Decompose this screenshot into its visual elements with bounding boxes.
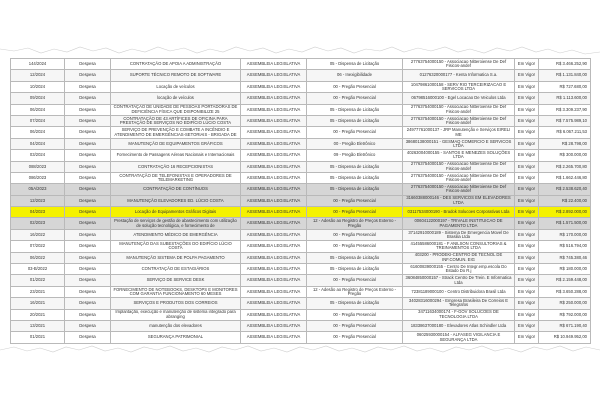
modality-cell: 00 - Pregão Presencial <box>307 309 403 320</box>
contracts-table-sheet <box>10 58 590 344</box>
status-cell: Em Vigor <box>515 264 539 275</box>
status-cell: Em Vigor <box>515 150 539 161</box>
table-row <box>11 150 591 161</box>
agency-cell: ASSEMBLEIA LEGISLATIVA <box>241 59 307 70</box>
agency-cell: ASSEMBLEIA LEGISLATIVA <box>241 264 307 275</box>
modality-cell: 05 - Dispensa de Licitação <box>307 264 403 275</box>
supplier-cell: 18338637000180 - Elevadores Atlas Schindler Ltda <box>403 320 515 331</box>
table-row <box>11 309 591 320</box>
contract-number-cell: 12/2024 <box>11 70 65 81</box>
type-cell: Despesa <box>65 150 111 161</box>
contract-number-cell: 04/2023 <box>11 207 65 218</box>
supplier-cell: 27763754000150 - Associacao Nitteroiense De Def Fisicos-andef <box>403 172 515 183</box>
status-cell: Em Vigor <box>515 241 539 252</box>
modality-cell: 05 - Dispensa de Licitação <box>307 59 403 70</box>
value-cell: R$ 250.000,00 <box>539 298 591 309</box>
modality-cell: 00 - Pregão Presencial <box>307 127 403 138</box>
table-row <box>11 275 591 286</box>
object-cell: Locação de Equipamentos Gráficos Digitais <box>111 207 241 218</box>
value-cell: R$ 28.798,00 <box>539 138 591 149</box>
supplier-cell: 38680138000151 - GESMAQ COMERCIO E SERVICOS LTDA <box>403 138 515 149</box>
table-row <box>11 218 591 229</box>
modality-cell: 12 - Adesão ao Registro de Preços Externo - Pregão <box>307 286 403 297</box>
value-cell: R$ 745.380,46 <box>539 252 591 263</box>
modality-cell: 00 - Pregão Presencial <box>307 275 403 286</box>
contract-number-cell: 07/2022 <box>11 241 65 252</box>
value-cell: R$ 7.575.989,10 <box>539 115 591 126</box>
modality-cell: 00 - Pregão Presencial <box>307 195 403 206</box>
table-row <box>11 207 591 218</box>
table-row <box>11 70 591 81</box>
object-cell: Fornecimento de Passagens Aéreas Nacionais e Internacionais <box>111 150 241 161</box>
contract-number-cell: 13/2021 <box>11 320 65 331</box>
object-cell: CONTRATAÇÃO DE 43 ARTÍFICES DE OFICINA PARA PRESTAÇÃO DE SERVIÇOS NO EDIFÍCIO LÚCIO COSTA <box>111 115 241 126</box>
value-cell: R$ 3.650.288,00 <box>539 286 591 297</box>
status-cell: Em Vigor <box>515 252 539 263</box>
value-cell: R$ 727.680,00 <box>539 81 591 92</box>
agency-cell: ASSEMBLEIA LEGISLATIVA <box>241 229 307 240</box>
type-cell: Despesa <box>65 104 111 115</box>
type-cell: Despesa <box>65 264 111 275</box>
supplier-cell: 03117534000190 - Bradok Solucoes Corporativas Ltda <box>403 207 515 218</box>
status-cell: Em Vigor <box>515 104 539 115</box>
table-row <box>11 81 591 92</box>
supplier-cell: 34028316000294 - Empresa Brasileira De Correios E Telegrafos <box>403 298 515 309</box>
status-cell: Em Vigor <box>515 184 539 195</box>
type-cell: Despesa <box>65 252 111 263</box>
object-cell: SUPORTE TÉCNICO REMOTO DE SOFTWARE <box>111 70 241 81</box>
agency-cell: ASSEMBLEIA LEGISLATIVA <box>241 172 307 183</box>
type-cell: Despesa <box>65 241 111 252</box>
modality-cell: 00 - Pregão Presencial <box>307 320 403 331</box>
contract-number-cell: 16/2021 <box>11 298 65 309</box>
object-cell: CONTRATAÇÃO DE TELEFONISTAS E OPERADORES DE TELEMARKETING <box>111 172 241 183</box>
value-cell: R$ 6.067.211,53 <box>539 127 591 138</box>
table-row <box>11 298 591 309</box>
type-cell: Despesa <box>65 127 111 138</box>
supplier-cell: 01276320000177 - Kenta Informatica S.a. <box>403 70 515 81</box>
value-cell: R$ 1.662.446,80 <box>539 172 591 183</box>
value-cell: R$ 2.538.620,40 <box>539 184 591 195</box>
supplier-cell: 41455586000181 - F ANILSON CONSULTORIAS & TREINAMENTOS LTDA <box>403 241 515 252</box>
status-cell: Em Vigor <box>515 332 539 343</box>
contract-number-cell: 03-B/2022 <box>11 264 65 275</box>
type-cell: Despesa <box>65 207 111 218</box>
type-cell: Despesa <box>65 286 111 297</box>
contract-number-cell: 09/2024 <box>11 93 65 104</box>
contract-number-cell: 144/2024 <box>11 59 65 70</box>
contract-number-cell: 088/2023 <box>11 161 65 172</box>
agency-cell: ASSEMBLEIA LEGISLATIVA <box>241 195 307 206</box>
status-cell: Em Vigor <box>515 70 539 81</box>
contract-number-cell: 12/2023 <box>11 195 65 206</box>
table-row <box>11 184 591 195</box>
value-cell: R$ 10.949.952,00 <box>539 332 591 343</box>
agency-cell: ASSEMBLEIA LEGISLATIVA <box>241 275 307 286</box>
type-cell: Despesa <box>65 218 111 229</box>
torn-paper-bottom-edge <box>0 342 600 400</box>
value-cell: R$ 2.265.700,80 <box>539 161 591 172</box>
supplier-cell: 27763754000150 - Associacao Nitteroiense De Def Fisicos-andef <box>403 161 515 172</box>
object-cell: MANUTENÇÃO DAS SUBESTAÇÕES DO EDIFÍCIO LÚCIO COSTA <box>111 241 241 252</box>
value-cell: R$ 792.000,00 <box>539 309 591 320</box>
modality-cell: 06 - Inexigibilidade <box>307 70 403 81</box>
modality-cell: 00 - Pregão Presencial <box>307 81 403 92</box>
status-cell: Em Vigor <box>515 218 539 229</box>
modality-cell: 05 - Dispensa de Licitação <box>307 172 403 183</box>
contract-number-cell: 23/2021 <box>11 286 65 297</box>
status-cell: Em Vigor <box>515 93 539 104</box>
status-cell: Em Vigor <box>515 309 539 320</box>
value-cell: R$ 3.466.252,90 <box>539 59 591 70</box>
type-cell: Despesa <box>65 81 111 92</box>
supplier-cell: 403200 - PRODEKI-CENTRO DE TECNOL DE INF.COMUN. EIG <box>403 252 515 263</box>
type-cell: Despesa <box>65 320 111 331</box>
agency-cell: ASSEMBLEIA LEGISLATIVA <box>241 286 307 297</box>
modality-cell: 00 - Pregão Presencial <box>307 241 403 252</box>
agency-cell: ASSEMBLEIA LEGISLATIVA <box>241 127 307 138</box>
contract-number-cell: 01/2022 <box>11 275 65 286</box>
value-cell: R$ 300.000,00 <box>539 150 591 161</box>
contracts-table <box>10 58 591 344</box>
agency-cell: ASSEMBLEIA LEGISLATIVA <box>241 241 307 252</box>
value-cell: R$ 3.309.237,90 <box>539 104 591 115</box>
table-row <box>11 195 591 206</box>
table-row <box>11 286 591 297</box>
type-cell: Despesa <box>65 93 111 104</box>
value-cell: R$ 1.113.600,00 <box>539 93 591 104</box>
table-row <box>11 172 591 183</box>
status-cell: Em Vigor <box>515 229 539 240</box>
table-row <box>11 127 591 138</box>
type-cell: Despesa <box>65 332 111 343</box>
table-row <box>11 241 591 252</box>
agency-cell: ASSEMBLEIA LEGISLATIVA <box>241 81 307 92</box>
value-cell: R$ 671.190,40 <box>539 320 591 331</box>
table-row <box>11 104 591 115</box>
object-cell: Implantação, execução e manutenção de sistema integrado para abranging <box>111 309 241 320</box>
status-cell: Em Vigor <box>515 127 539 138</box>
status-cell: Em Vigor <box>515 320 539 331</box>
modality-cell: 12 - Adesão ao Registro de Preços Externo - Pregão <box>307 218 403 229</box>
value-cell: R$ 1.571.500,00 <box>539 218 591 229</box>
agency-cell: ASSEMBLEIA LEGISLATIVA <box>241 115 307 126</box>
table-row <box>11 320 591 331</box>
type-cell: Despesa <box>65 70 111 81</box>
modality-cell: 05 - Dispensa de Licitação <box>307 115 403 126</box>
type-cell: Despesa <box>65 115 111 126</box>
status-cell: Em Vigor <box>515 138 539 149</box>
contract-number-cell: 01/2021 <box>11 332 65 343</box>
object-cell: MANUTENÇÃO DE EQUIPAMENTOS GRÁFICOS <box>111 138 241 149</box>
modality-cell: 05 - Dispensa de Licitação <box>307 252 403 263</box>
contract-number-cell: 05A/2023 <box>11 184 65 195</box>
value-cell: R$ 180.000,00 <box>539 264 591 275</box>
modality-cell: 00 - Pregão Eletrônico <box>307 138 403 149</box>
object-cell: CONTRATAÇÃO DE ESTAGIÁRIOS <box>111 264 241 275</box>
contract-number-cell: 10/2024 <box>11 81 65 92</box>
agency-cell: ASSEMBLEIA LEGISLATIVA <box>241 184 307 195</box>
modality-cell: 05 - Dispensa de Licitação <box>307 104 403 115</box>
object-cell: manutenção dos elevadores <box>111 320 241 331</box>
agency-cell: ASSEMBLEIA LEGISLATIVA <box>241 70 307 81</box>
type-cell: Despesa <box>65 275 111 286</box>
table-row <box>11 161 591 172</box>
agency-cell: ASSEMBLEIA LEGISLATIVA <box>241 320 307 331</box>
object-cell: MANUTENÇÃO ELEVADORES ED. LÚCIO COSTA <box>111 195 241 206</box>
modality-cell: 09 - Pregão Eletrônico <box>307 150 403 161</box>
table-row <box>11 229 591 240</box>
value-cell: R$ 1.131.840,00 <box>539 70 591 81</box>
table-row <box>11 138 591 149</box>
supplier-cell: 27763754000150 - Associacao Nitteroiense De Def Fisicos-andef <box>403 115 515 126</box>
torn-paper-top-edge <box>0 0 600 58</box>
status-cell: Em Vigor <box>515 286 539 297</box>
table-row <box>11 59 591 70</box>
type-cell: Despesa <box>65 298 111 309</box>
object-cell: SERVIÇO DE PREVENÇÃO E COMBATE A INCÊNDIO E ATENDIMENTO DE EMERGÊNCIAS-SETORIAIS - BRIGADA DE <box>111 127 241 138</box>
supplier-cell: 31660388000146 - DES SERVICOS EM ELEVADORES LTDA <box>403 195 515 206</box>
contract-number-cell: 02/2023 <box>11 218 65 229</box>
type-cell: Despesa <box>65 195 111 206</box>
type-cell: Despesa <box>65 161 111 172</box>
modality-cell: 05 - Dispensa de Licitação <box>307 298 403 309</box>
status-cell: Em Vigor <box>515 207 539 218</box>
object-cell: Locação de veículos <box>111 81 241 92</box>
type-cell: Despesa <box>65 59 111 70</box>
contract-number-cell: 06/2024 <box>11 127 65 138</box>
modality-cell: 00 - Pregão Presencial <box>307 207 403 218</box>
status-cell: Em Vigor <box>515 172 539 183</box>
supplier-cell: 34711634000174 - F-GOV SOLUCOES DE TECNOLOGIA LTDA <box>403 309 515 320</box>
status-cell: Em Vigor <box>515 59 539 70</box>
agency-cell: ASSEMBLEIA LEGISLATIVA <box>241 332 307 343</box>
modality-cell: 00 - Pregão Presencial <box>307 332 403 343</box>
status-cell: Em Vigor <box>515 298 539 309</box>
agency-cell: ASSEMBLEIA LEGISLATIVA <box>241 309 307 320</box>
contract-number-cell: 086/2023 <box>11 172 65 183</box>
value-cell: R$ 170.000,00 <box>539 229 591 240</box>
agency-cell: ASSEMBLEIA LEGISLATIVA <box>241 150 307 161</box>
supplier-cell: 61600839000155 - Centro De Integr.emp.escola Do Estado Do R.j <box>403 264 515 275</box>
supplier-cell: 06798516000100 - Egel Locacao De Veiculos Ltda <box>403 93 515 104</box>
status-cell: Em Vigor <box>515 195 539 206</box>
agency-cell: ASSEMBLEIA LEGISLATIVA <box>241 252 307 263</box>
status-cell: Em Vigor <box>515 115 539 126</box>
object-cell: CONTRATAÇÃO 16 RECEPCIONISTAS <box>111 161 241 172</box>
contract-number-cell: 16/2022 <box>11 229 65 240</box>
modality-cell: 00 - Pregão Presencial <box>307 93 403 104</box>
agency-cell: ASSEMBLEIA LEGISLATIVA <box>241 104 307 115</box>
object-cell: ATENDIMENTO MÉDICO DE EMERGÊNCIA <box>111 229 241 240</box>
table-row <box>11 252 591 263</box>
status-cell: Em Vigor <box>515 161 539 172</box>
supplier-cell: 40263004000155 - SANTOS E MENEZES SOLUÇÕES LTDA <box>403 150 515 161</box>
type-cell: Despesa <box>65 184 111 195</box>
contract-number-cell: 03/2024 <box>11 150 65 161</box>
object-cell: CONTRATAÇÃO DE CONTÍNUOS <box>111 184 241 195</box>
object-cell: FORNECIMENTO DE NOTEBOOKS, DESKTOPS E MONITORES COM GARANTIA FUNCIONAMENTO 60 MESES <box>111 286 241 297</box>
modality-cell: 05 - Dispensa de Licitação <box>307 184 403 195</box>
type-cell: Despesa <box>65 138 111 149</box>
object-cell: CONTRATAÇÃO DE APOIA A ADMINISTRAÇÃO <box>111 59 241 70</box>
value-cell: R$ 22.400,00 <box>539 195 591 206</box>
contract-number-cell: 07/2024 <box>11 115 65 126</box>
agency-cell: ASSEMBLEIA LEGISLATIVA <box>241 207 307 218</box>
status-cell: Em Vigor <box>515 81 539 92</box>
type-cell: Despesa <box>65 229 111 240</box>
agency-cell: ASSEMBLEIA LEGISLATIVA <box>241 298 307 309</box>
value-cell: R$ 2.892.000,00 <box>539 207 591 218</box>
supplier-cell: 24977761000137 - JRP Manutenção e Serviços EIRELI ME <box>403 127 515 138</box>
object-cell: CONTRATAÇÃO DE UNIDADE DE PESSOAS PORTADORAS DE DEFICIÊNCIA FÍSICA QUE DISPONIBILIZE 25 <box>111 104 241 115</box>
object-cell: SEGURANÇA PATRIMONIAL <box>111 332 241 343</box>
object-cell: MANUTENÇÃO SISTEMA DE POLPA PAGAMENTO <box>111 252 241 263</box>
supplier-cell: 72381189000100 - Centro Distribuidora Brasil Ltda <box>403 286 515 297</box>
contract-number-cell: 20/2021 <box>11 309 65 320</box>
object-cell: SERVIÇOS E PRODUTOS DOS CORREIOS <box>111 298 241 309</box>
supplier-cell: 06025930000154 - ALFASEG VIGILANCIA E SEGURANÇA LTDA <box>403 332 515 343</box>
agency-cell: ASSEMBLEIA LEGISLATIVA <box>241 138 307 149</box>
table-row <box>11 93 591 104</box>
supplier-cell: 27763754000150 - Associacao Nitteroiense De Def Fisicos-andef <box>403 184 515 195</box>
agency-cell: ASSEMBLEIA LEGISLATIVA <box>241 93 307 104</box>
value-cell: R$ 2.159.448,00 <box>539 275 591 286</box>
table-row <box>11 115 591 126</box>
contract-number-cell: 06/2022 <box>11 252 65 263</box>
agency-cell: ASSEMBLEIA LEGISLATIVA <box>241 218 307 229</box>
value-cell: R$ 516.794,00 <box>539 241 591 252</box>
supplier-cell: 37142910000189 - Sistema De Emergencia Movel De Brasilia Ltda <box>403 229 515 240</box>
modality-cell: 05 - Dispensa de Licitação <box>307 161 403 172</box>
modality-cell: 00 - Pregão Presencial <box>307 229 403 240</box>
supplier-cell: 27763754000150 - Associacao Nitteroiense De Def Fisicos-andef <box>403 104 515 115</box>
supplier-cell: 36084850000157 - Strack Centro De Trein. E Informatica Ltda <box>403 275 515 286</box>
supplier-cell: 27763754000150 - Associacao Nitteroiense De Def Fisicos-andef <box>403 59 515 70</box>
object-cell: locação de veículos <box>111 93 241 104</box>
agency-cell: ASSEMBLEIA LEGISLATIVA <box>241 161 307 172</box>
object-cell: Prestação de serviços de gestão de abastecimento com utilização de solução tecnológica, e fornecimento de <box>111 218 241 229</box>
contract-number-cell: 04/2024 <box>11 138 65 149</box>
table-row <box>11 264 591 275</box>
status-cell: Em Vigor <box>515 275 539 286</box>
contract-number-cell: 06/2024 <box>11 104 65 115</box>
object-cell: SERVIÇO DE SERVICE DESK <box>111 275 241 286</box>
type-cell: Despesa <box>65 309 111 320</box>
supplier-cell: 00604122000197 - TRIVALE INSTITUICAO DE PAGAMENTO LTDA <box>403 218 515 229</box>
type-cell: Despesa <box>65 172 111 183</box>
supplier-cell: 10479861000158 - SERV RIO TERCEIRIZACAO E SERVICOS LTDA <box>403 81 515 92</box>
